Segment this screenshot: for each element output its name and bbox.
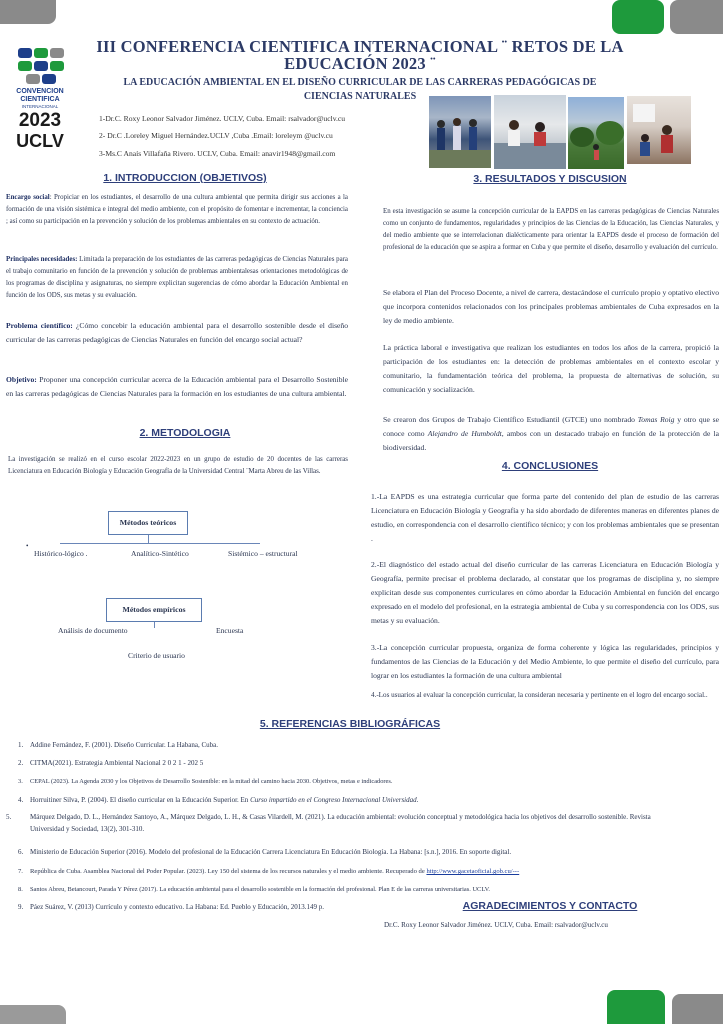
logo-mark-square (34, 48, 48, 58)
reference-text: Addine Fernández, F. (2001). Diseño Curricular. La Habana, Cuba. (30, 741, 218, 749)
reference-item (18, 795, 418, 807)
reference-number: 5. (6, 813, 12, 821)
metodo-encuesta: Encuesta (216, 626, 244, 635)
reference-item (18, 776, 392, 788)
field-scene-icon (568, 97, 624, 169)
intro-objetivo (6, 373, 348, 401)
logo-year: 2023 (18, 110, 62, 131)
reference-item (18, 902, 324, 914)
connector-line (148, 535, 149, 543)
logo-mark-square (34, 61, 48, 71)
reference-number: 6. (18, 848, 24, 856)
reference-text: CEPAL (2023). La Agenda 2030 y los Objetivos de Desarrollo Sostenible: en la mitad del camino hacia 2030. Objetivos, metas e indicadores. (30, 778, 393, 785)
reference-number: 3. (18, 778, 23, 785)
metodo-analitico-sintetico: Analítico-Sintético (131, 549, 189, 558)
section-heading-conclusiones: 4. CONCLUSIONES (501, 460, 599, 472)
reference-text: Ministerio de Educación Superior (2016). Modelo del profesional de la Educación Carrera Licenciatura En Educación Biología. La Habana: [s.n.], 2016. En soporte digital. (30, 848, 512, 856)
logo-org: UCLV (16, 131, 64, 151)
metodo-historico-logico: Histórico-lógico . (34, 549, 88, 558)
reference-text-italic: Curso impartido en el Congreso Internacional Universidad (250, 796, 417, 804)
reference-text: Páez Suárez, V. (2013) Currículo y contexto educativo. La Habana: Ed. Pueblo y Educación, 2013.149 p. (30, 903, 325, 911)
photo-laboratory (494, 95, 566, 169)
logo-text-line3: INTERNACIONAL (21, 104, 59, 109)
section-heading-metodologia: 2. METODOLOGIA (139, 427, 231, 439)
connector-line (154, 622, 155, 628)
resultados-p2: Se elabora el Plan del Proceso Docente, a nivel de carrera, destacándose el currículo propio y optativo electivo que incorpora contenidos relacionados con los principales problemas ambientales de Cuba expresados en la ley de medio ambiente. (383, 288, 719, 325)
encargo-text: : Propiciar en los estudiantes, el desarrollo de una cultura ambiental que permita dirigir sus acciones a la formación de una visión sistémica e integral del medio ambiente, con el propósito de fomentar e incrementar, la conciencia ; así como su participación en la prevención y solución de los problemas ambientales en su contexto de actuación. (6, 194, 348, 225)
principales-text: Limitada la preparación de los estudiantes de las carreras pedagógicas de Ciencias Naturales para el trabajo comunitario en función de la prevención y solución de problemas ambientalesas orientaciones metodológicas de los programas de disciplina y asignaturas, no siempre explicitan sugerencias de cómo abordar la Educación Ambiental en función de los ODS, sus metas y su evaluación. (6, 256, 348, 299)
resultados-p3: La práctica laboral e investigativa que realizan los estudiantes en todos los años de la carrera, propició la participación de los estudiantes en: la detección de problemas ambientales en el contexto escolar y comunitario, la fundamentación teórica del problema, la propuesta de alternativas de solución, su comunicación y socialización. (383, 343, 719, 394)
conclusion-3: 3.-La concepción curricular propuesta, organiza de forma coherente y lógica las regularidades, principios y fundamentos de las Ciencias de la Educación y del Medio Ambiente, lo que permite el diseño del currículo, para lograr en los estudiantes la formación de una cultura ambiental (371, 643, 719, 680)
reference-number: 9. (18, 903, 24, 911)
logo-mark-square (18, 61, 32, 71)
decor-block-gray-right (670, 0, 723, 34)
reference-item (18, 884, 490, 896)
conference-title-line1: III CONFERENCIA CIENTIFICA INTERNACIONAL ¨ RETOS DE LA (96, 37, 624, 56)
contacto-text: Dr.C. Roxy Leonor Salvador Jiménez. UCLV, Cuba. Email: rsalvador@uclv.cu (384, 921, 608, 929)
decor-block-green-bottom (607, 990, 665, 1024)
reference-text-a: Horruitiner Silva, P. (2004). El diseño curricular en la Educación Superior. En (30, 796, 251, 804)
section-heading-introduccion: 1. INTRODUCCION (OBJETIVOS) (103, 172, 267, 184)
problema-label: Problema científico: (6, 321, 73, 330)
reference-number: 1. (18, 741, 24, 749)
reference-item (18, 758, 203, 770)
author-3: 3-Ms.C Anaís Villafaña Rivero. UCLV, Cuba. Email: anavir1948@gmail.com (99, 149, 336, 158)
problema-text: ¿Cómo concebir la educación ambiental para el desarrollo sostenible desde el diseño curricular de las carreras pedagógicas de Ciencias Naturales en función del encargo social actual? (6, 321, 348, 344)
metodos-teoricos-box: Métodos teóricos (108, 511, 188, 535)
reference-item (6, 812, 658, 835)
gtce-humboldt: Alejandro de Humboldt (427, 429, 502, 438)
section-heading-referencias: 5. REFERENCIAS BIBLIOGRÁFICAS (259, 718, 441, 730)
objetivo-label: Objetivo: (6, 375, 37, 384)
reference-text: Santos Abreu, Betancourt, Parada Y Pérez (2017). La educación ambiental para el desarrollo sostenible en la formación del profesional. Plan E de las carreras universitarias. UCLV. (30, 886, 491, 893)
reference-text-b: . (416, 796, 419, 804)
resultados-p4 (383, 413, 719, 455)
reference-number: 8. (18, 886, 23, 893)
metodo-sistemico-estructural: Sistémico – estructural (228, 549, 298, 558)
decor-block-green (612, 0, 664, 34)
connector-line (60, 543, 260, 544)
decor-block-gray-bottom (0, 1005, 66, 1024)
intro-problema-cientifico (6, 319, 348, 347)
objetivo-text: Proponer una concepción curricular acerca de la Educación ambiental para el Desarrollo Sostenible en las carreras pedagógicas de Ciencias Naturales para la formación en los estudiantes de una cultura ambiental. (6, 375, 348, 398)
photo-field-trip (568, 97, 624, 169)
photo-students-group (429, 96, 491, 168)
reference-item (18, 740, 218, 752)
intro-encargo-social (6, 192, 348, 228)
conference-title (90, 38, 630, 72)
metodo-criterio-usuario: Criterio de usuario (128, 651, 185, 660)
reference-item (18, 847, 511, 859)
conclusion-4: 4.-Los usuarios al evaluar la concepción curricular, la consideran necesaria y pertinente en el logro del encargo social.. (371, 691, 708, 699)
logo-mark-square (42, 74, 56, 84)
reference-number: 7. (18, 868, 23, 875)
resultados-p4-c: , ambos con un destacado trabajo en función de la protección de la biodiversidad. (383, 429, 720, 452)
logo-mark-square (50, 48, 64, 58)
encargo-label: Encargo social (6, 194, 50, 201)
reference-number: 2. (18, 759, 24, 767)
reference-item (18, 866, 519, 878)
reference-link[interactable]: http://www.gacetaoficial.gob.cu/--- (426, 868, 520, 875)
reference-text: CITMA(2021). Estrategia Ambiental Nacional 2 0 2 1 - 202 5 (30, 759, 204, 767)
principales-label: Principales necesidades: (6, 256, 78, 263)
conclusion-2: 2.-El diagnóstico del estado actual del diseño curricular de las carreras Licenciatura en Educación Biología y Geografía, permite precisar el problema declarado, al constatar que los programas de disciplina y, no siempre explicitan desde sus componentes curriculares en cómo abordar la Educación Ambiental en función del encargo expresado en el modelo del profesional, en la estrategia ambiental de Cuba y su correspondencia con los ODS, sus metas y su evaluación. (371, 560, 719, 625)
gtce-tomas-roig: Tomas Roig (637, 415, 675, 424)
section-heading-contacto: AGRADECIMIENTOS Y CONTACTO (462, 900, 638, 912)
decor-block-gray (0, 0, 56, 24)
poster-subtitle-line1: LA EDUCACIÓN AMBIENTAL EN EL DISEÑO CURRICULAR DE LAS CARRERAS PEDAGÓGICAS DE (123, 77, 597, 88)
logo-text-line1: CONVENCION (16, 88, 64, 95)
logo-mark-square (50, 61, 64, 71)
poster-subtitle-line2: CIENCIAS NATURALES (303, 91, 417, 102)
logo-text-line2: CIENTIFICA (20, 96, 60, 103)
author-2: 2- Dr.C .Loreley Miguel Hernández.UCLV ,Cuba .Email: loreleym @uclv.cu (99, 131, 333, 140)
author-1: 1-Dr.C. Roxy Leonor Salvador Jiménez. UCLV, Cuba. Email: rsalvador@uclv.cu (99, 114, 346, 123)
metodo-analisis-documento: Análisis de documento (58, 626, 128, 635)
people-silhouette-icon (429, 96, 491, 168)
decor-block-gray-bottom-right (672, 994, 723, 1024)
photo-classroom (627, 96, 691, 164)
section-heading-resultados: 3. RESULTADOS Y DISCUSION (473, 173, 627, 185)
logo-mark-square (18, 48, 32, 58)
resultados-p4-a: Se crearon dos Grupos de Trabajo Científico Estudiantil (GTCE) uno nombrado (383, 415, 638, 424)
logo-mark-square (26, 74, 40, 84)
reference-number: 4. (18, 796, 24, 804)
classroom-scene-icon (627, 96, 691, 164)
conference-logo (12, 46, 68, 156)
resultados-p4-b: y otro que se conoce como (383, 415, 719, 438)
conference-title-line2: EDUCACIÓN 2023 ¨ (284, 54, 436, 73)
metodos-empiricos-box: Métodos empíricos (106, 598, 202, 622)
conclusion-1: 1.-La EAPDS es una estrategia curricular que forma parte del contenido del plan de estudio de las carreras Licenciatura en Educación Biología y Geografía y ha sido abordado de diferentes maneras en diferentes planes de estudio, en correspondencia con el desarrollo científico técnico; y con los problemas ambientales que se presentan . (371, 492, 719, 543)
resultados-p1: En esta investigación se asume la concepción curricular de la EAPDS en las carreras pedagógicas de Ciencias Naturales como un conjunto de fundamentos, regularidades y principios de las Ciencias de la Educación, las Ciencias Naturales, y del medio ambiente que se interrelacionan dialécticamente para orientar la EAPDS desde el proceso de formación del profesional de la educación que se aspira a formar en Cuba y que permite el diseño, desarrollo y evaluación del currículo. (383, 208, 719, 251)
reference-text: República de Cuba. Asamblea Nacional del Poder Popular. (2023). Ley 150 del sistema de los recursos naturales y el medio ambiente. Recuperado de (30, 868, 427, 875)
bullet-marker: • (26, 542, 29, 550)
reference-text: Márquez Delgado, D. L., Hernández Santoyo, A., Márquez Delgado, L. H., & Casas Vilardell, M. (2021). La educación ambiental: evolución conceptual y metodológica hacia los objetivos del desarrollo sostenible. Revista Universidad y Sociedad, 13(2), 301-310. (30, 813, 651, 833)
intro-principales-necesidades (6, 254, 348, 302)
lab-scene-icon (494, 95, 566, 169)
metodologia-text: La investigación se realizó en el curso escolar 2022-2023 en un grupo de estudio de 20 docentes de las carreras Licenciatura en Educación Biología y Educación Geografía de la Universidad Central ¨Marta Abreu de las Villas. (8, 456, 348, 475)
